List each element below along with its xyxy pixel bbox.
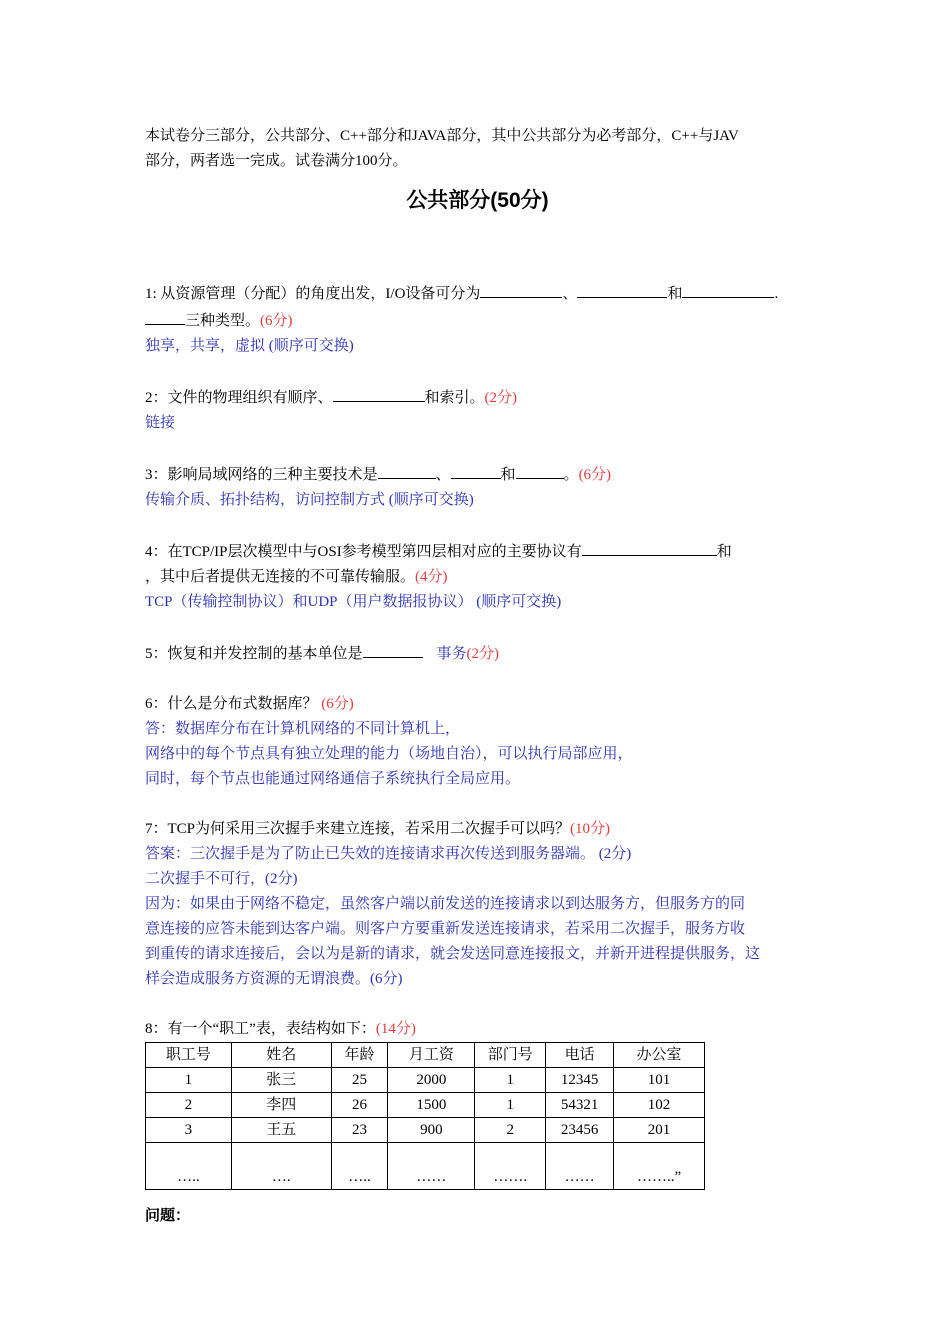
table-cell: 101 — [614, 1068, 705, 1093]
q7-answer-1-score: (2分) — [598, 846, 632, 862]
q4-line-2 — [145, 565, 810, 590]
table-cell: 1 — [475, 1068, 546, 1093]
q1-score: (6分) — [260, 313, 293, 329]
q6-answer-line-3: 同时，每个节点也能通过网络通信子系统执行全局应用。 — [145, 771, 521, 787]
q1-blank-3-cont — [145, 307, 185, 325]
q6-text: 6：什么是分布式数据库？ — [145, 696, 318, 712]
q3-score: (6分) — [578, 467, 612, 483]
q5-blank — [363, 640, 423, 658]
table-row — [146, 1093, 705, 1118]
q1-line-2 — [145, 307, 810, 334]
table-row — [146, 1118, 705, 1143]
q2-text: 2：文件的物理组织有顺序、 — [145, 390, 333, 406]
q3-sep-3: 。 — [563, 467, 579, 483]
intro-line-2: 部分，两者选一完成。试卷满分100分。 — [145, 153, 408, 169]
table-header-cell: 年龄 — [331, 1043, 388, 1068]
q3-text: 3：影响局域网络的三种主要技术是 — [145, 467, 378, 483]
q4-line-1 — [145, 538, 810, 565]
q1-line-1 — [145, 280, 810, 307]
q2-score: (2分) — [484, 390, 518, 406]
exam-content — [145, 124, 810, 1229]
q2-answer: 链接 — [145, 415, 176, 431]
q7-score: (10分) — [570, 821, 611, 837]
table-cell: ……. — [475, 1143, 546, 1190]
table-cell: 54321 — [546, 1093, 614, 1118]
q1-sep-1: 、 — [562, 286, 578, 302]
table-cell: 25 — [331, 1068, 388, 1093]
question-label: 问题： — [145, 1208, 191, 1224]
table-header-row — [146, 1043, 705, 1068]
table-cell: …… — [546, 1143, 614, 1190]
q5-text: 5：恢复和并发控制的基本单位是 — [145, 646, 363, 662]
table-cell: 王五 — [231, 1118, 331, 1143]
q6-score: (6分) — [321, 696, 354, 712]
table-cell: ……..” — [614, 1143, 705, 1190]
q7-answer-2-score: (2分) — [265, 871, 298, 887]
q7-reason-line-4 — [145, 967, 810, 992]
table-cell: …. — [231, 1143, 331, 1190]
table-cell: 23456 — [546, 1118, 614, 1143]
table-cell: 23 — [331, 1118, 388, 1143]
q8-line — [145, 1017, 810, 1042]
table-cell: 12345 — [546, 1068, 614, 1093]
q7-answer-1 — [145, 842, 810, 867]
q7-reason-line-3: 到重传的请求连接后，会以为是新的请求，就会发送同意连接报文，并新开进程提供服务，这 — [145, 946, 761, 962]
employee-table — [145, 1042, 705, 1190]
q4-answer: TCP（传输控制协议）和UDP（用户数据报协议） (顺序可交换) — [145, 594, 562, 610]
table-cell: 201 — [614, 1118, 705, 1143]
table-cell: 2 — [146, 1093, 232, 1118]
q1-text: 1: 从资源管理（分配）的角度出发，I/O设备可分为 — [145, 286, 481, 302]
table-cell: 1 — [475, 1093, 546, 1118]
table-cell: 2000 — [388, 1068, 475, 1093]
q1-blank-2 — [577, 280, 667, 298]
table-row — [146, 1068, 705, 1093]
q7-reason-text-4: 样会造成服务方资源的无谓浪费。 — [145, 971, 371, 987]
q4-text: 4：在TCP/IP层次模型中与OSI参考模型第四层相对应的主要协议有 — [145, 544, 582, 560]
q7-answer-2 — [145, 867, 810, 892]
q7-line — [145, 817, 810, 842]
q4-score: (4分) — [415, 569, 448, 585]
q7-answer-2-text: 二次握手不可行， — [145, 871, 266, 887]
q1-text-b: 三种类型。 — [185, 313, 261, 329]
table-cell: 26 — [331, 1093, 388, 1118]
q6-answer-line-1: 答：数据库分布在计算机网络的不同计算机上， — [145, 721, 461, 737]
table-cell: ….. — [146, 1143, 232, 1190]
q3-blank-1 — [378, 461, 436, 479]
q5-answer: 事务 — [436, 646, 467, 662]
q3-sep-2: 和 — [500, 467, 516, 483]
q8-score: (14分) — [375, 1021, 416, 1037]
q3-answer: 传输介质、拓扑结构，访问控制方式 (顺序可交换) — [145, 492, 474, 508]
q6-answer-line-2: 网络中的每个节点具有独立处理的能力（场地自治），可以执行局部应用， — [145, 746, 633, 762]
table-header-cell: 职工号 — [146, 1043, 232, 1068]
q8-text: 8：有一个“职工”表，表结构如下： — [145, 1021, 376, 1037]
table-cell: …… — [388, 1143, 475, 1190]
q7-reason-score: (6分) — [370, 971, 403, 987]
table-cell: 102 — [614, 1093, 705, 1118]
q7-reason-line-1: 因为：如果由于网络不稳定，虽然客户端以前发送的连接请求以到达服务方，但服务方的同 — [145, 896, 746, 912]
table-cell: 900 — [388, 1118, 475, 1143]
q3-blank-3 — [516, 461, 564, 479]
table-header-cell: 部门号 — [475, 1043, 546, 1068]
table-header-cell: 办公室 — [614, 1043, 705, 1068]
q3-line — [145, 461, 810, 488]
section-title: 公共部分(50分) — [406, 189, 549, 212]
table-cell: ….. — [331, 1143, 388, 1190]
table-cell: 1500 — [388, 1093, 475, 1118]
q4-sep-1: 和 — [716, 544, 732, 560]
table-header-cell: 月工资 — [388, 1043, 475, 1068]
q2-text-b: 和索引。 — [424, 390, 485, 406]
table-cell: 张三 — [231, 1068, 331, 1093]
q5-score: (2分) — [466, 646, 500, 662]
q4-blank-1 — [582, 538, 717, 556]
q4-text-b: ，其中后者提供无连接的不可靠传输服。 — [145, 569, 416, 585]
q7-answer-1-text: 答案：三次握手是为了防止已失效的连接请求再次传送到服务器端。 — [145, 846, 596, 862]
table-cell: 3 — [146, 1118, 232, 1143]
q2-blank — [333, 384, 425, 402]
q7-reason-line-2: 意连接的应答未能到达客户端。则客户方要重新发送连接请求，若采用二次握手，服务方收 — [145, 921, 746, 937]
table-header-cell: 姓名 — [231, 1043, 331, 1068]
table-header-cell: 电话 — [546, 1043, 614, 1068]
q1-sep-3: . — [774, 286, 779, 302]
q1-blank-1 — [480, 280, 562, 298]
table-cell: 李四 — [231, 1093, 331, 1118]
table-row-ellipsis — [146, 1143, 705, 1190]
q5-line — [145, 640, 810, 667]
q1-sep-2: 和 — [667, 286, 683, 302]
q1-blank-3 — [682, 280, 774, 298]
table-cell: 1 — [146, 1068, 232, 1093]
q2-line — [145, 384, 810, 411]
table-cell: 2 — [475, 1118, 546, 1143]
q3-sep-1: 、 — [435, 467, 451, 483]
intro-line-1: 本试卷分三部分，公共部分、C++部分和JAVA部分，其中公共部分为必考部分，C++与JAV — [145, 128, 739, 144]
q7-text: 7：TCP为何采用三次握手来建立连接，若采用二次握手可以吗？ — [145, 821, 571, 837]
q1-answer: 独享，共享，虚拟 (顺序可交换) — [145, 338, 354, 354]
q3-blank-2 — [451, 461, 501, 479]
q6-line — [145, 692, 810, 717]
